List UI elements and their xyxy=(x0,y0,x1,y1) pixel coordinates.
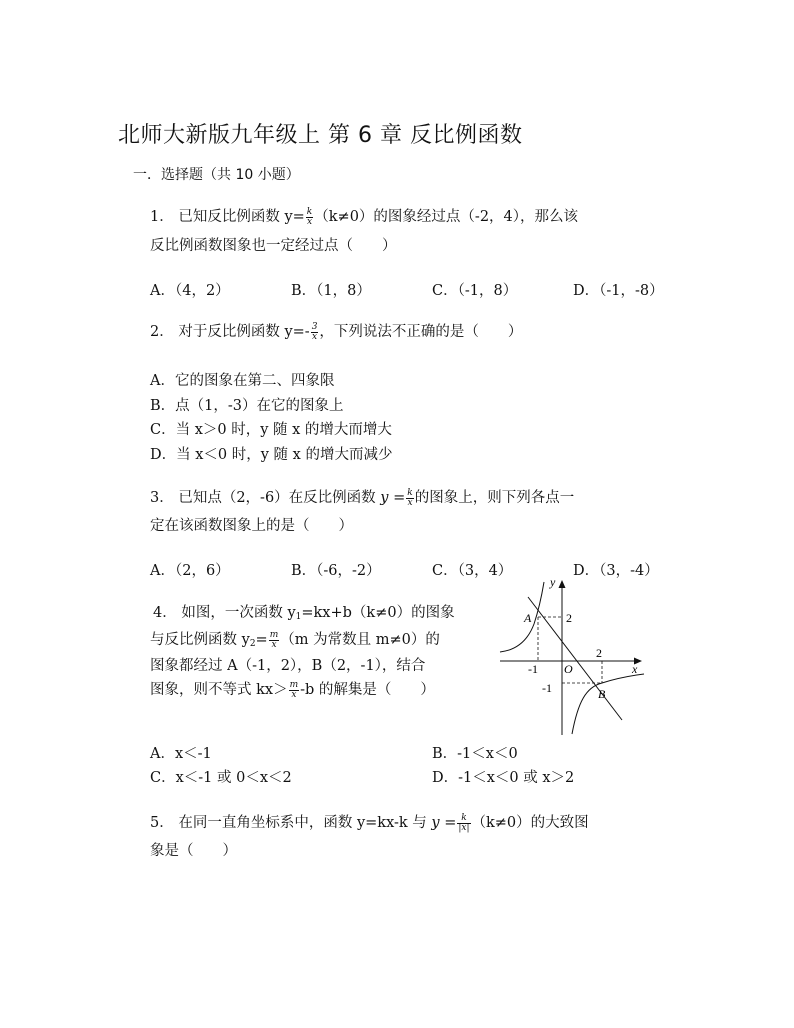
q3-option-c: C．（3，4） xyxy=(432,563,513,579)
question-1-line-1 xyxy=(150,207,578,227)
tick-label-y-neg1: -1 xyxy=(542,681,552,695)
q3-option-a: A．（2，6） xyxy=(150,563,230,579)
y-axis-arrow-icon xyxy=(559,580,566,588)
q2-option-a: A．它的图象在第二、四象限 xyxy=(150,373,335,389)
q2-option-b: B．点（1，-3）在它的图象上 xyxy=(150,398,344,414)
section-heading: 一．选择题（共 10 小题） xyxy=(133,167,300,183)
x-axis-label: x xyxy=(632,662,638,676)
q1-fraction: $\frac{k}{x}$ xyxy=(306,206,313,227)
origin-label: O xyxy=(564,662,573,676)
question-4-line-2: 与反比例函数 $y_2=$ $\frac{m}{x}$ （m 为常数且 m≠0）的 xyxy=(150,629,440,650)
question-5-line-2: 象是（ ） xyxy=(150,843,237,859)
y-axis-label: y xyxy=(550,575,556,589)
q4-inequality-fraction: $\frac{m}{x}$ xyxy=(289,679,299,700)
q1-option-b: B．（1，8） xyxy=(291,283,371,299)
page-title: 北师大新版九年级上 第 6 章 反比例函数 xyxy=(118,123,523,148)
q1-option-a: A．（4，2） xyxy=(150,283,230,299)
q4-option-c: C．x＜-1 或 0＜x＜2 xyxy=(150,770,292,786)
q4-fraction: $\frac{m}{x}$ xyxy=(269,629,279,650)
point-b-label: B xyxy=(598,687,606,701)
q3-lead: 3． 已知点（2，-6）在反比例函数 xyxy=(150,490,381,506)
q2-tail: ，下列说法不正确的是（ ） xyxy=(319,324,523,340)
q5-lead: 5． 在同一直角坐标系中，函数 y=kx-k 与 xyxy=(150,815,432,831)
q4-option-d: D．-1＜x＜0 或 x＞2 xyxy=(432,770,575,786)
q3-y-eq: y = xyxy=(380,490,406,506)
q4-option-a: A．x＜-1 xyxy=(150,746,212,762)
tick-label-y-2: 2 xyxy=(566,611,572,625)
q1-option-d: D．（-1，-8） xyxy=(573,283,664,299)
q5-tail: （k≠0）的大致图 xyxy=(471,815,589,831)
hyperbola-branch-left xyxy=(500,582,544,652)
question-3-line-1 xyxy=(150,488,574,508)
linear-function-line xyxy=(528,597,622,720)
question-4-line-1: 4． 如图，一次函数 $y_1=kx+b(k\ne 0)$的图象 xyxy=(153,605,455,622)
q2-option-d: D．当 x＜0 时，y 随 x 的增大而减少 xyxy=(150,447,393,463)
question-5-line-1 xyxy=(150,813,589,833)
q1-tail: （k≠0）的图象经过点（-2，4），那么该 xyxy=(314,209,579,225)
q4-function-graph xyxy=(492,572,652,740)
q2-option-c: C．当 x＞0 时，y 随 x 的增大而增大 xyxy=(150,422,392,438)
q1-lead: 1． 已知反比例函数 y= xyxy=(150,209,305,225)
q2-fraction: $\frac{3}{x}$ xyxy=(311,321,318,342)
tick-label-x-2: 2 xyxy=(596,646,602,660)
q3-option-d: D．（3，-4） xyxy=(573,563,659,579)
q1-option-c: C．（-1，8） xyxy=(432,283,518,299)
question-4-line-3: 图象都经过 A（-1，2），B（2，-1），结合 xyxy=(150,658,426,674)
question-1-line-2: 反比例函数图象也一定经过点（ ） xyxy=(150,238,397,254)
tick-label-x-neg1: -1 xyxy=(528,662,538,676)
q2-lead: 2． 对于反比例函数 y=- xyxy=(150,324,310,340)
q5-fraction: $\frac{k}{|x|}$ xyxy=(458,812,470,833)
point-a-label: A xyxy=(524,611,532,625)
question-3-line-2: 定在该函数图象上的是（ ） xyxy=(150,518,353,534)
q5-y-eq: y = xyxy=(431,815,457,831)
q3-option-b: B．（-6，-2） xyxy=(291,563,381,579)
question-2-line-1 xyxy=(150,322,522,342)
q4-option-b: B．-1＜x＜0 xyxy=(432,746,518,762)
q3-tail: 的图象上，则下列各点一 xyxy=(414,490,575,506)
question-4-line-4: 图象，则不等式 kx＞ $\frac{m}{x}$ -b 的解集是（ ） xyxy=(150,679,435,700)
q3-fraction: $\frac{k}{x}$ xyxy=(407,487,413,508)
